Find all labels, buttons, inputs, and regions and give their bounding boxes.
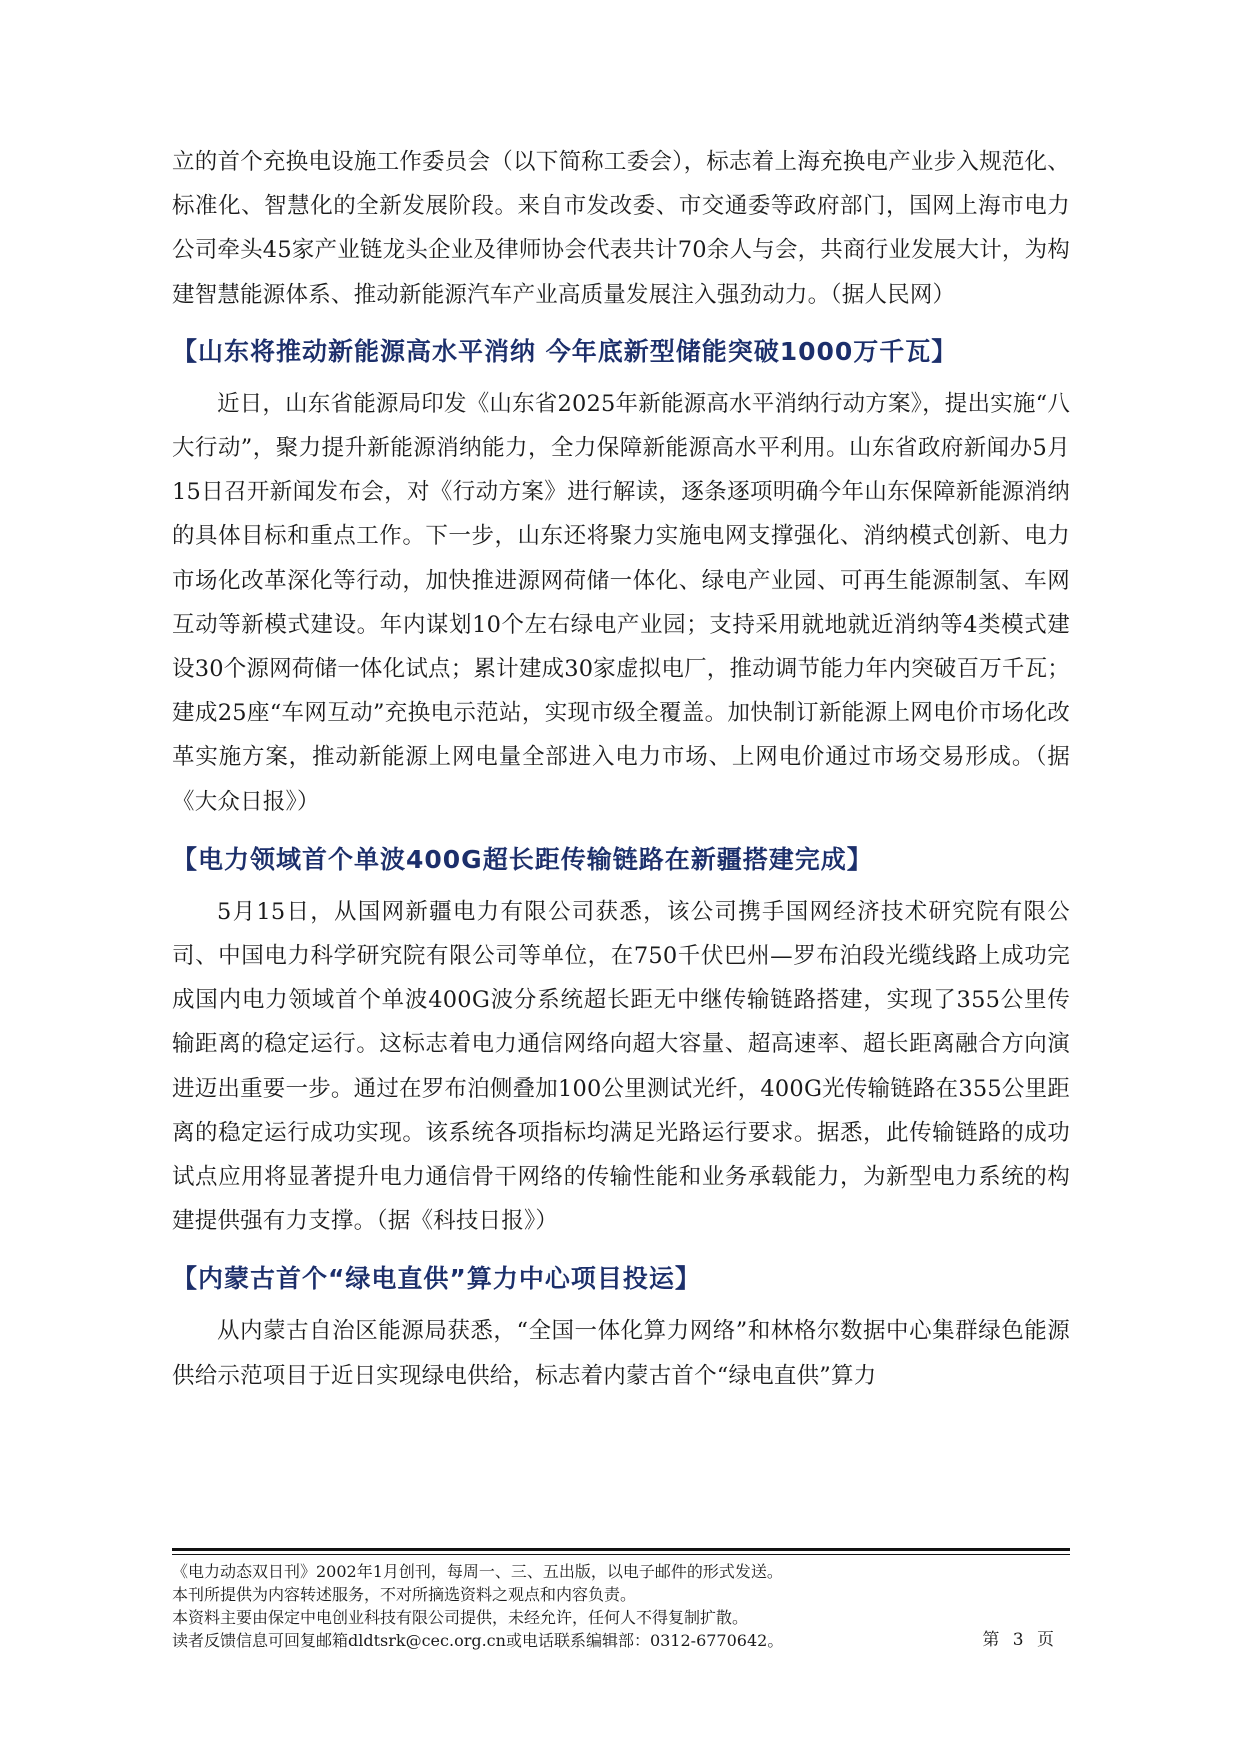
article-heading-inner-mongolia: 【内蒙古首个“绿电直供”算力中心项目投运】 <box>172 1264 701 1294</box>
footer-line-disclaimer: 本刊所提供为内容转述服务，不对所摘选资料之观点和内容负责。 <box>172 1585 637 1604</box>
intro-paragraph: 立的首个充换电设施工作委员会（以下简称工委会），标志着上海充换电产业步入规范化、标准化、智慧化的全新发展阶段。来自市发改委、市交通委等政府部门，国网上海市电力公司牵头45家产业链龙头企业及律师协会代表共计70余人与会，共商行业发展大计，为构建智慧能源体系、推动新能源汽车产业高质量发展注入强劲动力。（据人民网） <box>172 149 1070 308</box>
footer-line-contact <box>172 1629 1070 1652</box>
page-content <box>172 140 1070 1398</box>
footer-divider-thick <box>172 1548 1070 1551</box>
footer-contact-text: 读者反馈信息可回复邮箱dldtsrk@cec.org.cn或电话联系编辑部：0312-6770642。 <box>172 1631 784 1650</box>
footer-divider-thin <box>172 1554 1070 1555</box>
article-body-shandong: 近日，山东省能源局印发《山东省2025年新能源高水平消纳行动方案》，提出实施“八大行动”，聚力提升新能源消纳能力，全力保障新能源高水平利用。山东省政府新闻办5月15日召开新闻发布会，对《行动方案》进行解读，逐条逐项明确今年山东保障新能源消纳的具体目标和重点工作。下一步，山东还将聚力实施电网支撑强化、消纳模式创新、电力市场化改革深化等行动，加快推进源网荷储一体化、绿电产业园、可再生能源制氢、车网互动等新模式建设。年内谋划10个左右绿电产业园；支持采用就地就近消纳等4类模式建设30个源网荷储一体化试点；累计建成30家虚拟电厂，推动调节能力年内突破百万千瓦；建成25座“车网互动”充换电示范站，实现市级全覆盖。加快制订新能源上网电价市场化改革实施方案，推动新能源上网电量全部进入电力市场、上网电价通过市场交易形成。（据《大众日报》） <box>172 390 1071 815</box>
article-heading-xinjiang: 【电力领域首个单波400G超长距传输链路在新疆搭建完成】 <box>172 844 873 874</box>
footer <box>172 1560 1070 1652</box>
footer-line-copyright: 本资料主要由保定中电创业科技有限公司提供，未经允许，任何人不得复制扩散。 <box>172 1608 749 1627</box>
article-heading-shandong: 【山东将推动新能源高水平消纳 今年底新型储能突破1000万千瓦】 <box>172 336 958 366</box>
page-number: 第 3 页 <box>982 1630 1058 1650</box>
article-body-inner-mongolia: 从内蒙古自治区能源局获悉，“全国一体化算力网络”和林格尔数据中心集群绿色能源供给示范项目于近日实现绿电供给，标志着内蒙古首个“绿电直供”算力 <box>172 1318 1070 1389</box>
footer-line-publication: 《电力动态双日刊》2002年1月创刊，每周一、三、五出版，以电子邮件的形式发送。 <box>172 1562 783 1581</box>
article-body-xinjiang: 5月15日，从国网新疆电力有限公司获悉，该公司携手国网经济技术研究院有限公司、中国电力科学研究院有限公司等单位，在750千伏巴州—罗布泊段光缆线路上成功完成国内电力领域首个单波400G波分系统超长距无中继传输链路搭建，实现了355公里传输距离的稳定运行。这标志着电力通信网络向超大容量、超高速率、超长距离融合方向演进迈出重要一步。通过在罗布泊侧叠加100公里测试光纤，400G光传输链路在355公里距离的稳定运行成功实现。该系统各项指标均满足光路运行要求。据悉，此传输链路的成功试点应用将显著提升电力通信骨干网络的传输性能和业务承载能力，为新型电力系统的构建提供强有力支撑。（据《科技日报》） <box>172 898 1070 1235</box>
